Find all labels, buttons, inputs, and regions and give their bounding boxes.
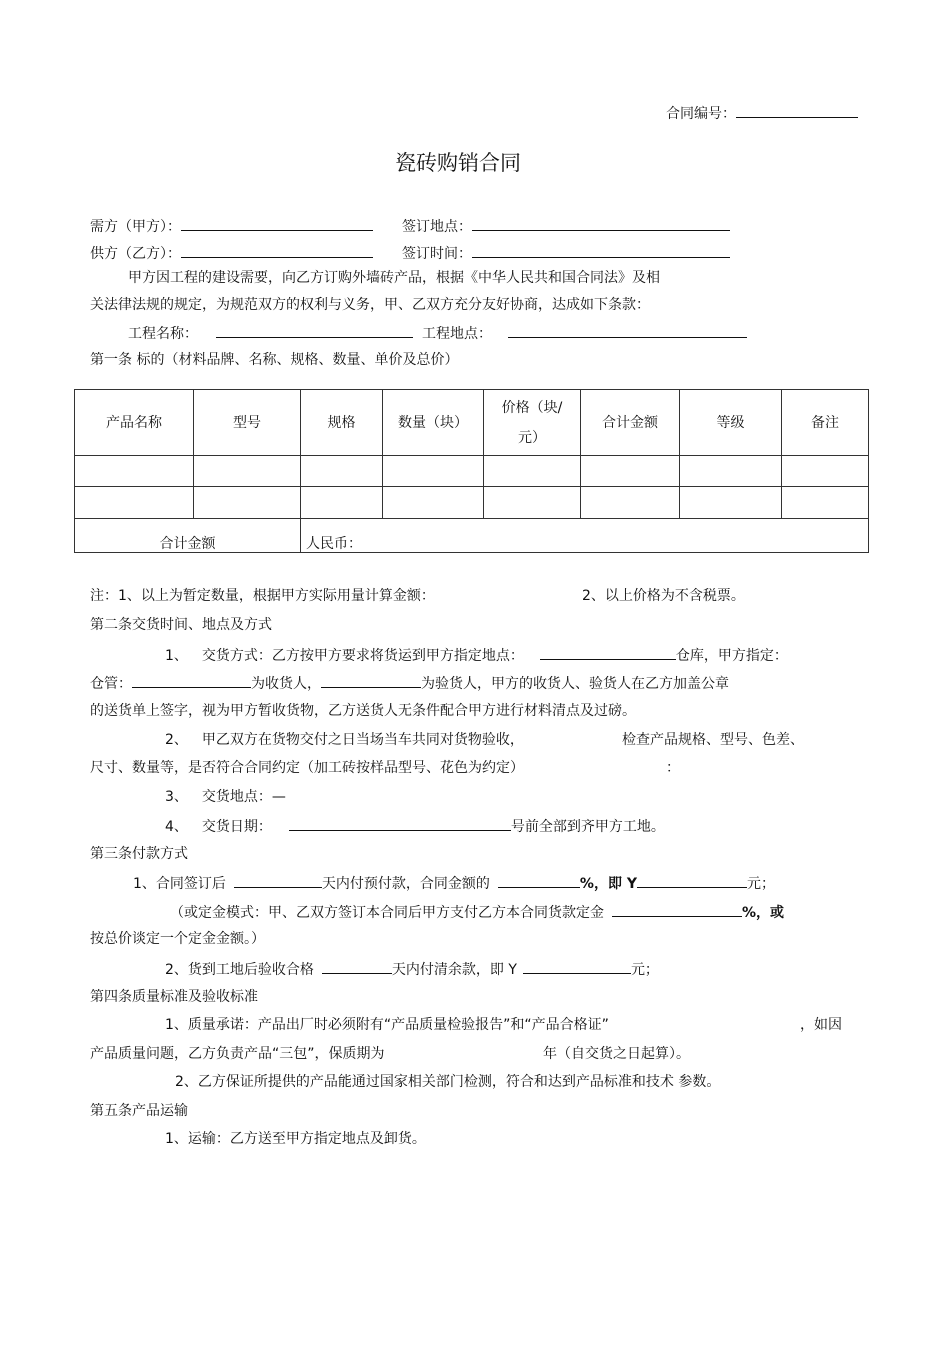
header-model: 型号 <box>194 390 301 456</box>
table-cell[interactable] <box>782 456 869 487</box>
article-4-clause-1-tail: ，如因 <box>800 1017 842 1033</box>
clause-text: 为验货人，甲方的收货人、验货人在乙方加盖公章 <box>421 676 729 692</box>
note-1: 注：1、以上为暂定数量，根据甲方实际用量计算金额： <box>90 588 435 604</box>
table-cell[interactable] <box>301 456 383 487</box>
balance-amount-field[interactable] <box>523 959 631 974</box>
table-cell[interactable] <box>383 487 484 519</box>
prepay-days-field[interactable] <box>234 873 322 888</box>
table-cell[interactable] <box>75 487 194 519</box>
article-2-clause-1-line-2 <box>90 673 729 693</box>
project-site-label: 工程地点： <box>422 326 492 342</box>
sign-place-row <box>402 216 730 236</box>
total-label-cell <box>75 519 301 553</box>
prepay-percent-field[interactable] <box>498 873 580 888</box>
clause-text: 元； <box>630 962 659 978</box>
intro-line-1: 甲方因工程的建设需要，向乙方订购外墙砖产品，根据《中华人民共和国合同法》及相 <box>128 270 660 286</box>
total-label: 合计金额 <box>159 536 216 552</box>
article-4-title: 第四条质量标准及验收标准 <box>90 989 258 1005</box>
article-4-clause-1-line-2-tail: 年（自交货之日起算）。 <box>543 1046 690 1062</box>
intro-line-2: 关法律法规的规定，为规范双方的权利与义务，甲、乙双方充分友好协商，达成如下条款： <box>90 297 650 313</box>
clause-text: 仓管： <box>90 676 132 692</box>
project-name-label: 工程名称： <box>128 326 198 342</box>
clause-number: 2、 <box>165 732 188 748</box>
article-5-title: 第五条产品运输 <box>90 1103 188 1119</box>
table-cell[interactable] <box>484 487 581 519</box>
product-table <box>74 389 869 553</box>
buyer-row <box>90 216 373 236</box>
note-2: 2、以上价格为不含税票。 <box>582 588 745 604</box>
article-2-clause-1-line-3: 的送货单上签字，视为甲方暂收货物，乙方送货人无条件配合甲方进行材料清点及过磅。 <box>90 703 636 719</box>
buyer-label: 需方（甲方）： <box>90 219 181 235</box>
project-name-row <box>128 323 413 343</box>
clause-text: 交货方式：乙方按甲方要求将货运到甲方指定地点： <box>201 648 524 664</box>
clause-text: 1、合同签订后 <box>133 876 226 892</box>
sign-place-label: 签订地点： <box>402 219 472 235</box>
table-row <box>75 456 869 487</box>
rmb-label: 人民币： <box>306 536 362 552</box>
clause-text: 号前全部到齐甲方工地。 <box>510 819 665 835</box>
delivery-place-field[interactable] <box>540 645 676 660</box>
article-5-clause-1: 1、运输：乙方送至甲方指定地点及卸货。 <box>165 1131 426 1147</box>
article-3-deposit-line-2: 按总价谈定一个定金金额。） <box>90 931 265 947</box>
seller-row <box>90 243 373 263</box>
article-2-title: 第二条交货时间、地点及方式 <box>90 617 272 633</box>
clause-text: 为收货人， <box>251 676 321 692</box>
article-2-clause-1 <box>165 645 788 665</box>
article-3-clause-1 <box>133 873 775 893</box>
table-cell[interactable] <box>581 456 680 487</box>
header-price-line-2: 元） <box>518 429 546 446</box>
table-cell[interactable] <box>301 487 383 519</box>
project-site-field[interactable] <box>508 323 747 338</box>
article-3-title: 第三条付款方式 <box>90 846 188 862</box>
sign-time-field[interactable] <box>472 243 730 258</box>
clause-text: 天内付清余款，即 Y <box>391 962 517 978</box>
table-cell[interactable] <box>484 456 581 487</box>
buyer-field[interactable] <box>181 216 373 231</box>
balance-days-field[interactable] <box>322 959 392 974</box>
article-2-clause-2 <box>165 731 524 749</box>
article-2-clause-2-colon: ： <box>666 760 680 776</box>
clause-number: 3、 <box>165 789 188 805</box>
article-2-clause-2-line-2: 尺寸、数量等，是否符合合同约定（加工砖按样品型号、花色为约定） <box>90 760 524 776</box>
table-cell[interactable] <box>383 456 484 487</box>
header-grade: 等级 <box>680 390 782 456</box>
article-4-clause-2: 2、乙方保证所提供的产品能通过国家相关部门检测，符合和达到产品标准和技术 参数。 <box>175 1074 721 1090</box>
sign-time-label: 签订时间： <box>402 246 472 262</box>
deposit-percent-field[interactable] <box>612 902 742 917</box>
sign-place-field[interactable] <box>472 216 730 231</box>
header-price-line-1: 价格（块/ <box>501 399 563 416</box>
article-1-title: 第一条 标的（材料品牌、名称、规格、数量、单价及总价） <box>90 352 459 368</box>
clause-text: 元； <box>746 876 775 892</box>
table-total-row <box>75 519 869 553</box>
clause-text: 交货地点：— <box>201 789 286 805</box>
rmb-cell[interactable] <box>301 519 869 553</box>
contract-number-field[interactable] <box>736 103 858 118</box>
article-2-clause-3 <box>165 788 286 806</box>
clause-text: 2、货到工地后验收合格 <box>165 962 314 978</box>
table-cell[interactable] <box>75 456 194 487</box>
article-3-clause-2 <box>165 959 659 979</box>
header-spec: 规格 <box>301 390 383 456</box>
article-4-clause-1-line-2: 产品质量问题，乙方负责产品“三包”，保质期为 <box>90 1046 385 1062</box>
prepay-amount-field[interactable] <box>637 873 747 888</box>
clause-number: 1、 <box>165 648 188 664</box>
clause-text: %，或 <box>742 905 785 921</box>
project-site-row <box>422 323 747 343</box>
project-name-field[interactable] <box>216 323 413 338</box>
article-2-clause-4 <box>165 816 665 836</box>
clause-text: （或定金模式：甲、乙双方签订本合同后甲方支付乙方本合同货款定金 <box>170 905 604 921</box>
table-cell[interactable] <box>680 456 782 487</box>
table-cell[interactable] <box>194 487 301 519</box>
article-3-deposit <box>170 902 784 922</box>
table-header-row <box>75 390 869 456</box>
receiver-field[interactable] <box>132 673 251 688</box>
inspector-field[interactable] <box>321 673 421 688</box>
document-title: 瓷砖购销合同 <box>395 151 521 175</box>
table-cell[interactable] <box>782 487 869 519</box>
contract-number <box>666 103 858 123</box>
table-cell[interactable] <box>194 456 301 487</box>
header-price <box>484 390 581 456</box>
clause-number: 4、 <box>165 819 188 835</box>
header-quantity: 数量（块） <box>383 390 484 456</box>
header-total: 合计金额 <box>581 390 680 456</box>
sign-time-row <box>402 243 730 263</box>
table-cell[interactable] <box>680 487 782 519</box>
seller-field[interactable] <box>181 243 373 258</box>
header-remark: 备注 <box>782 390 869 456</box>
seller-label: 供方（乙方）： <box>90 246 181 262</box>
contract-number-label: 合同编号： <box>666 106 736 122</box>
header-product-name: 产品名称 <box>75 390 194 456</box>
clause-text: 天内付预付款，合同金额的 <box>321 876 490 892</box>
article-4-clause-1: 1、质量承诺：产品出厂时必须附有“产品质量检验报告”和“产品合格证” <box>165 1017 609 1033</box>
table-cell[interactable] <box>581 487 680 519</box>
clause-text: 甲乙双方在货物交付之日当场当车共同对货物验收， <box>201 732 524 748</box>
article-2-clause-2-tail: 检查产品规格、型号、色差、 <box>622 732 804 748</box>
clause-text: %，即 Y <box>579 876 637 892</box>
clause-text: 仓库，甲方指定： <box>675 648 788 664</box>
table-row <box>75 487 869 519</box>
clause-text: 交货日期： <box>201 819 272 835</box>
delivery-date-field[interactable] <box>289 816 511 831</box>
